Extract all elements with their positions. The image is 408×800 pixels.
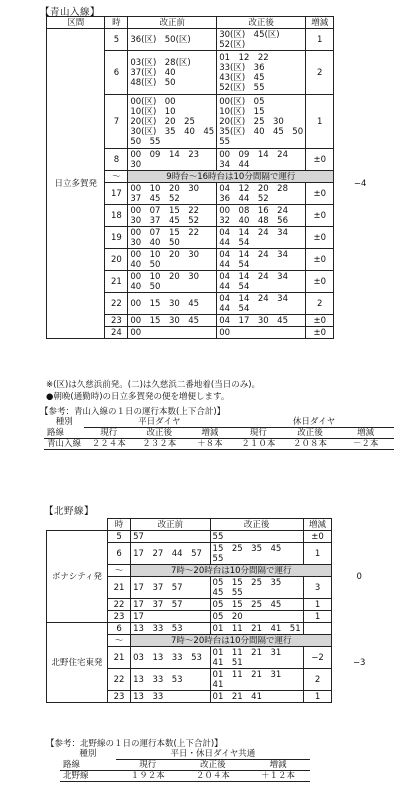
kitano-bonacity-before: 17 27 44 57 — [131, 543, 210, 565]
kitano-bonacity-after: 55 — [210, 531, 303, 543]
kitano-bonacity-hour: 21 — [107, 577, 130, 599]
kitano-jutaku-after: 01 11 21 41 51 — [210, 623, 303, 635]
kitano-bonacity-hour: 6 — [107, 543, 130, 565]
ref-wd-diff: ＋８本 — [186, 439, 235, 450]
ref-wd-after-label: 改正後 — [133, 428, 186, 439]
aoyama-after: 00 08 16 24 32 40 48 56 — [217, 205, 306, 227]
kitano-bonacity-diff: 1 — [303, 599, 332, 611]
aoyama-hour: 18 — [105, 205, 128, 227]
aoyama-after: 00 — [217, 327, 306, 339]
aoyama-header-row — [47, 17, 387, 29]
kitano-jutaku-before: 13 33 53 — [131, 669, 210, 691]
ref-route-label: 路線 — [44, 428, 84, 439]
ref-wd-diff-label: 増減 — [186, 428, 235, 439]
kitano-jutaku-row — [47, 623, 387, 635]
aoyama-hour: 8 — [105, 149, 128, 171]
kitano-jutaku-before: 13 33 53 — [131, 623, 210, 635]
aoyama-diff: ±0 — [306, 205, 334, 227]
kitano-ref-current-label: 現行 — [116, 760, 180, 771]
aoyama-ref-caption: 【参考：青山入線の１日の運行本数(上下合計)】 — [40, 407, 226, 417]
kitano-ref-after-label: 改正後 — [180, 760, 246, 771]
kitano-timetable — [46, 518, 386, 703]
aoyama-before: 00 10 20 30 40 50 — [128, 249, 217, 271]
aoyama-after: 04 14 24 34 44 54 — [217, 249, 306, 271]
aoyama-diff: 1 — [306, 95, 334, 149]
aoyama-diff: ±0 — [306, 227, 334, 249]
ref-route: 青山入線 — [44, 439, 84, 450]
aoyama-note-1: ※(区)は久慈浜前発。(二)は久慈浜二番地着(当日のみ)。 — [46, 380, 261, 390]
kitano-jutaku-total-diff: −3 — [352, 657, 366, 668]
aoyama-after: 01 12 22 33(区) 36 43(区) 45 52(区) 55 — [217, 51, 306, 95]
kitano-ref-table — [60, 749, 310, 782]
aoyama-before: 00(区) 00 10(区) 10 20(区) 20 25 30(区) 35 40 45 50 55 — [128, 95, 217, 149]
aoyama-before: 00 10 20 30 37 45 52 — [128, 183, 217, 205]
kitano-jutaku-hour: 22 — [107, 669, 130, 691]
aoyama-hour: 19 — [105, 227, 128, 249]
kitano-bonacity-hour: 23 — [107, 611, 130, 623]
aoyama-after: 00 09 14 24 34 44 — [217, 149, 306, 171]
ref-hd-diff-label: 増減 — [337, 428, 394, 439]
ref-hd-after: ２０８本 — [283, 439, 338, 450]
kitano-bonacity-hour: ～ — [107, 565, 130, 577]
kitano-jutaku-diff — [303, 623, 332, 635]
aoyama-timetable — [46, 16, 386, 339]
kitano-ref-caption: 【参考：北野線の１日の運行本数(上下合計)】 — [46, 739, 223, 749]
aoyama-after: 04 14 24 34 44 54 — [217, 271, 306, 293]
aoyama-before: 00 07 15 22 30 40 50 — [128, 227, 217, 249]
aoyama-hour: 5 — [105, 29, 128, 51]
aoyama-station: 日立多賀発 — [47, 29, 105, 339]
aoyama-before: 00 15 30 45 — [128, 315, 217, 327]
kitano-bonacity-span-note: 7時～20時台は10分間隔で運行 — [131, 565, 332, 577]
aoyama-note-2: ●朝晩(通勤時)の日立多賀発の便を増便します。 — [46, 392, 230, 402]
kitano-title: 【北野線】 — [44, 506, 95, 517]
kitano-jutaku-after: 01 21 41 — [210, 691, 303, 703]
kitano-bonacity-before: 17 37 57 — [131, 599, 210, 611]
kitano-bonacity-diff: 1 — [303, 611, 332, 623]
aoyama-after: 04 14 24 34 44 54 — [217, 227, 306, 249]
kitano-ref-diff-label: 増減 — [246, 760, 310, 771]
kitano-bonacity-hour: 5 — [107, 531, 130, 543]
kitano-bonacity-after: 05 15 25 35 45 55 — [210, 577, 303, 599]
kitano-jutaku-span-note: 7時～20時台は10分間隔で運行 — [131, 635, 332, 647]
kitano-bonacity-hour: 22 — [107, 599, 130, 611]
aoyama-hour: 21 — [105, 271, 128, 293]
aoyama-after: 00(区) 05 10(区) 15 20(区) 25 30 35(区) 40 45 50 55 — [217, 95, 306, 149]
ref-hd-current: ２１０本 — [234, 439, 283, 450]
aoyama-before: 00 15 30 45 — [128, 293, 217, 315]
kitano-jutaku-hour: 6 — [107, 623, 130, 635]
kitano-ref-type-label: 種別 — [79, 749, 97, 760]
ref-type-label: 種別 — [55, 417, 73, 428]
kitano-jutaku-diff: −2 — [303, 647, 332, 669]
header-station: 区間 — [47, 17, 105, 29]
kitano-bonacity-diff: 3 — [303, 577, 332, 599]
kitano-jutaku-before: 13 33 — [131, 691, 210, 703]
kitano-ref-route: 北野線 — [60, 771, 116, 782]
ref-weekday-label: 平日ダイヤ — [84, 417, 234, 428]
kitano-jutaku-hour: 21 — [107, 647, 130, 669]
kitano-ref-diff: ＋１２本 — [246, 771, 310, 782]
kitano-jutaku-after: 01 11 21 31 41 51 — [210, 647, 303, 669]
kitano-header-hour: 時 — [107, 519, 130, 531]
ref-hd-diff: －２本 — [337, 439, 394, 450]
header-after: 改正後 — [217, 17, 306, 29]
ref-hd-current-label: 現行 — [234, 428, 283, 439]
kitano-ref-dia-label: 平日・休日ダイヤ共通 — [116, 749, 310, 760]
aoyama-before: 00 — [128, 327, 217, 339]
aoyama-diff: ±0 — [306, 271, 334, 293]
aoyama-before: 03(区) 28(区) 37(区) 40 48(区) 50 — [128, 51, 217, 95]
aoyama-hour: 22 — [105, 293, 128, 315]
aoyama-total-diff: −4 — [353, 178, 367, 189]
aoyama-diff: ±0 — [306, 149, 334, 171]
aoyama-diff: 2 — [306, 51, 334, 95]
header-diff: 増減 — [306, 17, 334, 29]
kitano-bonacity-before: 17 37 57 — [131, 577, 210, 599]
kitano-header-before: 改正前 — [131, 519, 210, 531]
kitano-bonacity-before: 57 — [131, 531, 210, 543]
kitano-jutaku-diff: 2 — [303, 669, 332, 691]
kitano-header-diff: 増減 — [303, 519, 332, 531]
kitano-bonacity-after: 05 15 25 45 — [210, 599, 303, 611]
kitano-header-after: 改正後 — [210, 519, 303, 531]
ref-wd-after: ２３２本 — [133, 439, 186, 450]
ref-wd-current: ２２４本 — [84, 439, 133, 450]
aoyama-hour: 24 — [105, 327, 128, 339]
kitano-bonacity-total-diff: 0 — [356, 571, 362, 582]
aoyama-hour: 6 — [105, 51, 128, 95]
aoyama-before: 00 10 20 30 40 50 — [128, 271, 217, 293]
kitano-jutaku-hour: ～ — [107, 635, 130, 647]
aoyama-hour: 7 — [105, 95, 128, 149]
aoyama-after: 04 14 24 34 44 54 — [217, 293, 306, 315]
kitano-jutaku-station: 北野住宅東発 — [47, 623, 108, 703]
ref-holiday-label: 休日ダイヤ — [234, 417, 394, 428]
kitano-jutaku-after: 01 11 21 31 41 — [210, 669, 303, 691]
aoyama-row — [47, 29, 387, 51]
kitano-ref-current: １９２本 — [116, 771, 180, 782]
kitano-jutaku-diff: 1 — [303, 691, 332, 703]
aoyama-hour: 20 — [105, 249, 128, 271]
kitano-header-row — [47, 519, 387, 531]
kitano-bonacity-before: 17 — [131, 611, 210, 623]
kitano-bonacity-after: 15 25 35 45 55 — [210, 543, 303, 565]
aoyama-diff: 1 — [306, 29, 334, 51]
aoyama-before: 00 09 14 23 30 — [128, 149, 217, 171]
kitano-jutaku-before: 03 13 33 53 — [131, 647, 210, 669]
kitano-bonacity-after: 05 20 — [210, 611, 303, 623]
aoyama-after: 04 12 20 28 36 44 52 — [217, 183, 306, 205]
kitano-ref-after: ２０４本 — [180, 771, 246, 782]
aoyama-after: 30(区) 45(区) 52(区) — [217, 29, 306, 51]
aoyama-diff: ±0 — [306, 249, 334, 271]
aoyama-after: 04 17 30 45 — [217, 315, 306, 327]
aoyama-diff: ±0 — [306, 183, 334, 205]
kitano-bonacity-diff: 1 — [303, 543, 332, 565]
kitano-jutaku-hour: 23 — [107, 691, 130, 703]
aoyama-title: 【青山入線】 — [40, 7, 101, 18]
header-hour: 時 — [105, 17, 128, 29]
kitano-bonacity-diff: ±0 — [303, 531, 332, 543]
ref-hd-after-label: 改正後 — [283, 428, 338, 439]
header-before: 改正前 — [128, 17, 217, 29]
aoyama-ref-table — [44, 417, 394, 450]
kitano-bonacity-station: ボナシティ発 — [47, 531, 108, 623]
aoyama-hour: ～ — [105, 171, 128, 183]
kitano-ref-route-label: 路線 — [60, 760, 116, 771]
aoyama-diff: 2 — [306, 293, 334, 315]
aoyama-hour: 17 — [105, 183, 128, 205]
aoyama-diff: ±0 — [306, 327, 334, 339]
aoyama-diff: ±0 — [306, 315, 334, 327]
kitano-bonacity-row — [47, 531, 387, 543]
aoyama-before: 36(区) 50(区) — [128, 29, 217, 51]
aoyama-before: 00 07 15 22 30 37 45 52 — [128, 205, 217, 227]
aoyama-hour: 23 — [105, 315, 128, 327]
ref-wd-current-label: 現行 — [84, 428, 133, 439]
aoyama-span-note: 9時台～16時台は10分間隔で運行 — [128, 171, 334, 183]
